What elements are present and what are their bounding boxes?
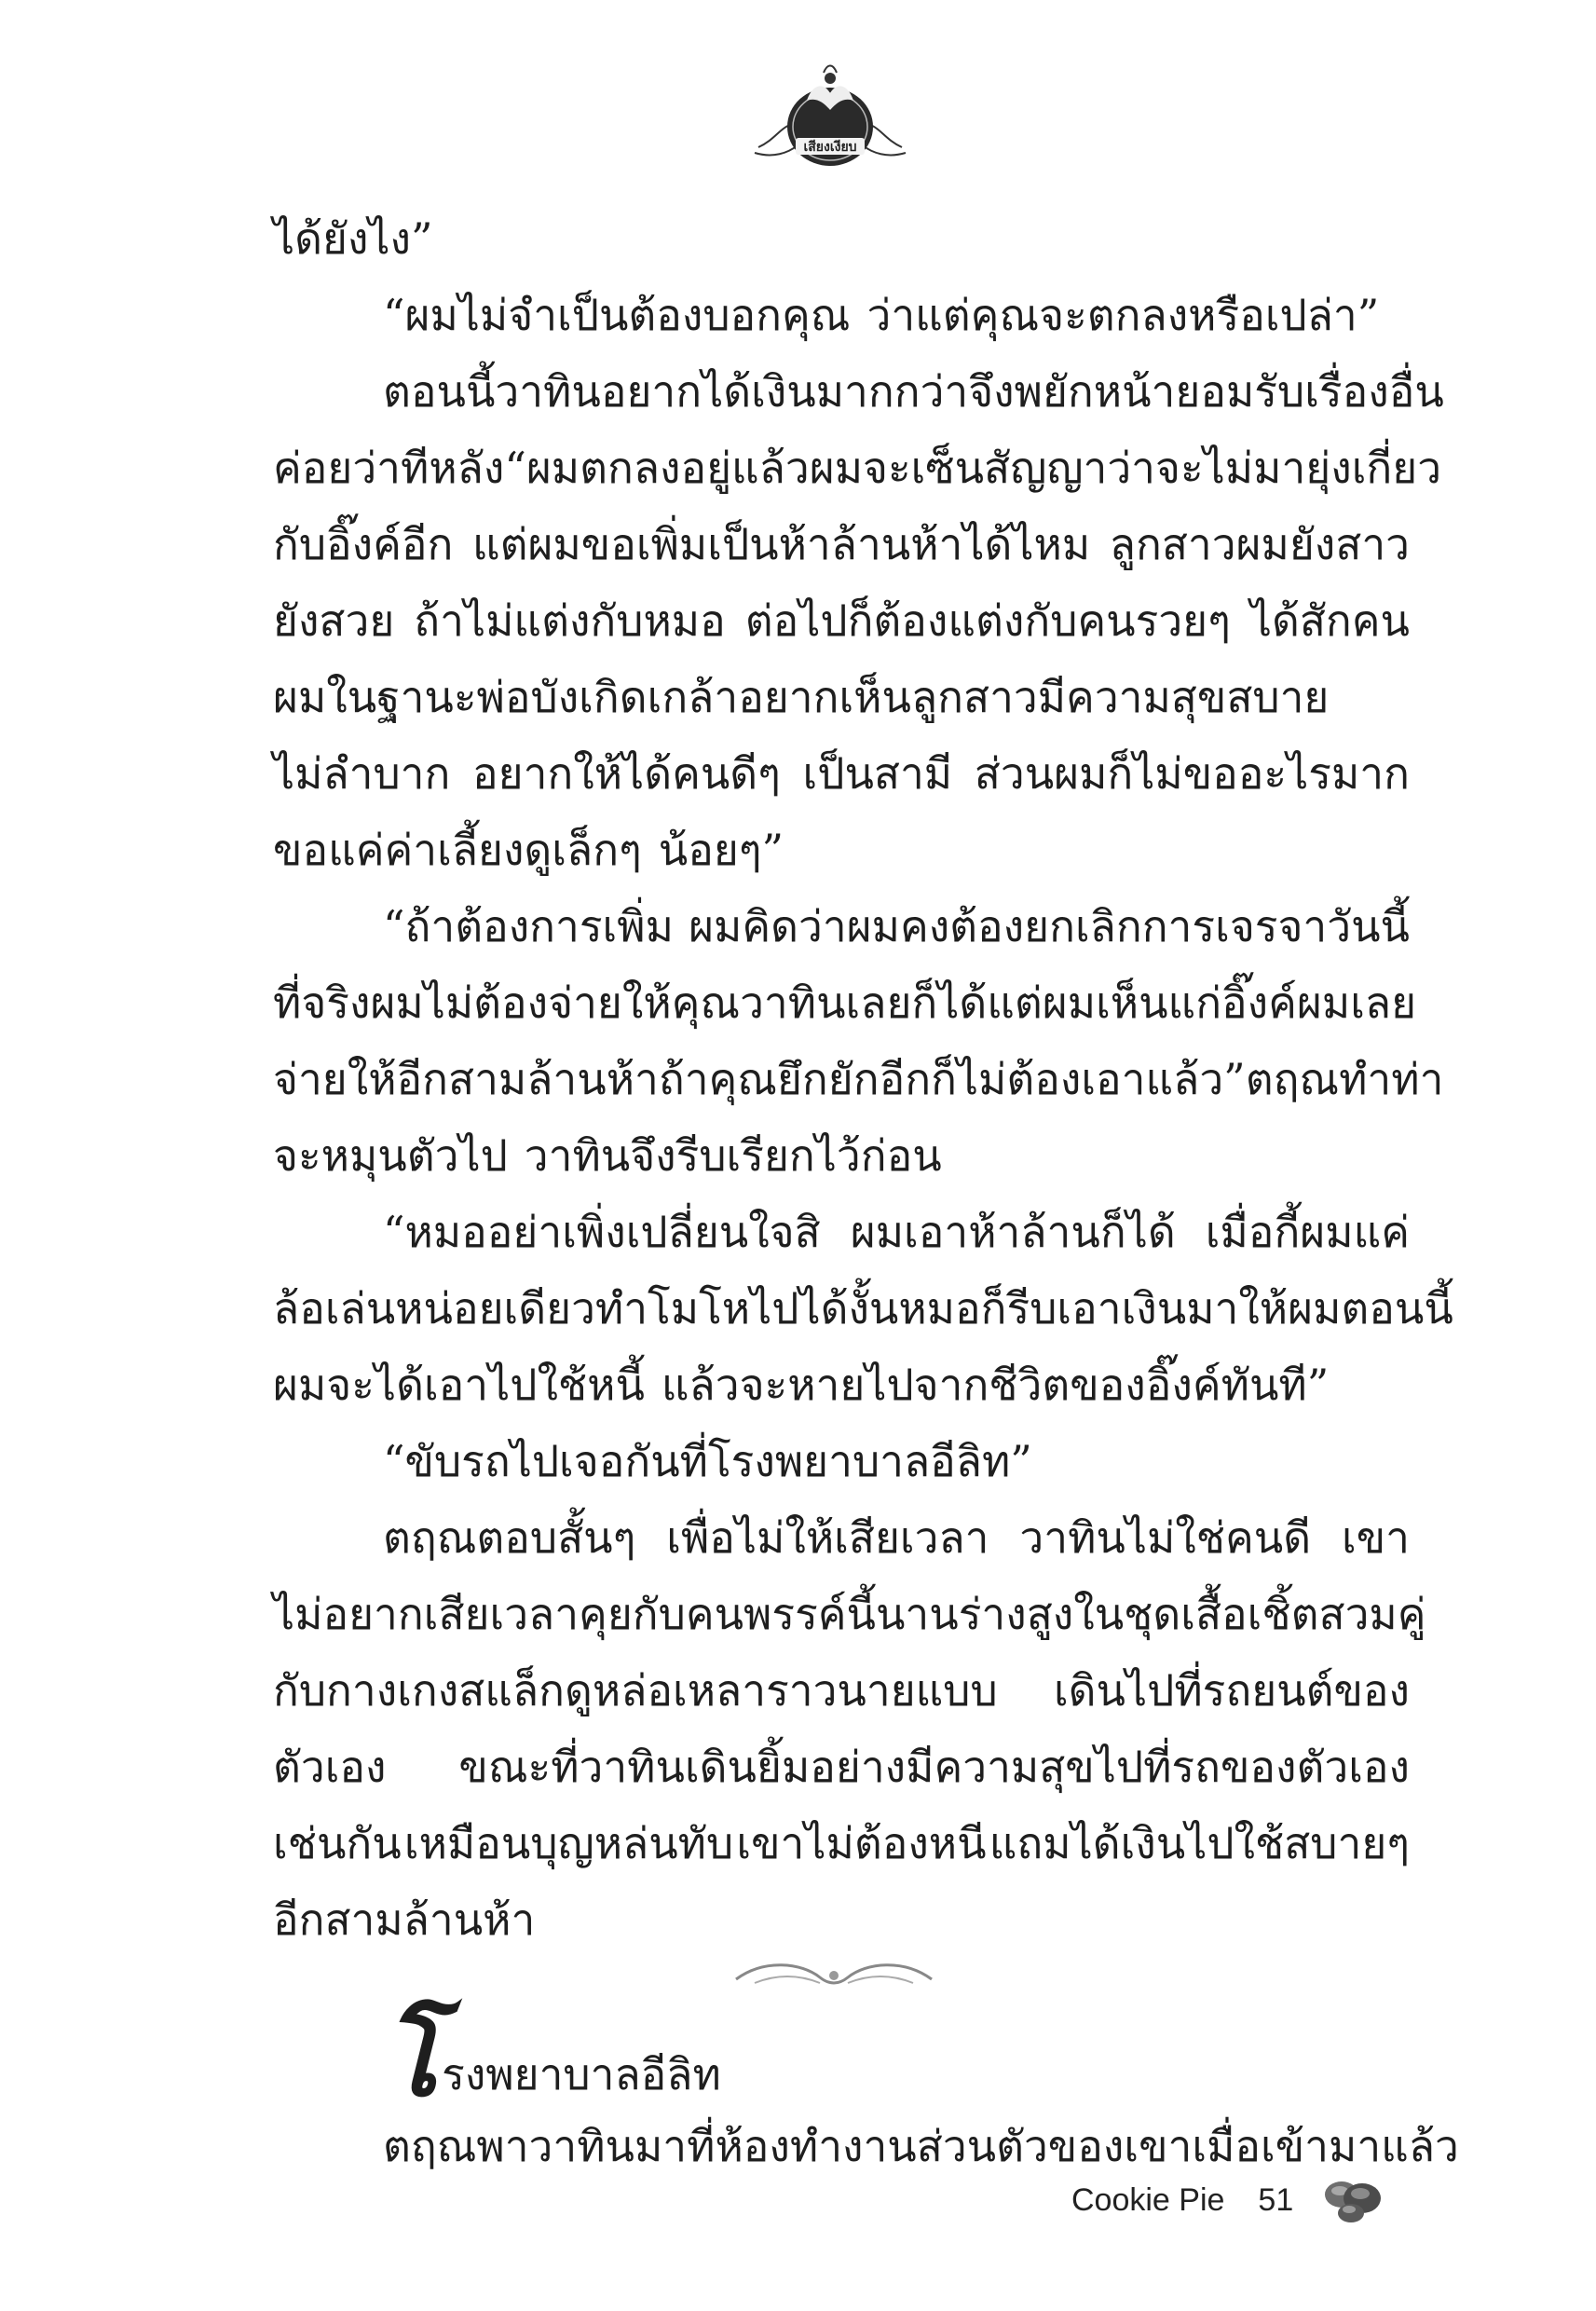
text-line (273, 506, 1410, 582)
body-text (273, 200, 1453, 1958)
text-segment: ตฤณพาวาทินมาที่ห้องทำงานส่วนตัวของเขา (383, 2121, 1193, 2171)
emblem-label: เสียงเงียบ (803, 140, 857, 155)
text-segment: แล้วจะหายไปจากชีวิตของอิ๊งค์ทันที” (661, 1360, 1330, 1410)
text-segment: กับอิ๊งค์อีก (273, 519, 454, 569)
text-segment: เพื่อไม่ให้เสียเวลา (666, 1512, 989, 1563)
text-segment: จ่ายให้อีกสามล้านห้า (273, 1054, 659, 1104)
text-line (273, 1423, 1410, 1499)
text-segment: ตฤณทำท่า (1245, 1054, 1444, 1104)
text-segment: เขาไม่ต้องหนี (736, 1818, 987, 1868)
text-segment: เมื่อกี้ผมแค่ (1205, 1207, 1410, 1257)
text-segment: ลูกสาวผมยังสาว (1109, 519, 1410, 569)
text-line (273, 1881, 1410, 1958)
text-line (273, 1117, 1410, 1194)
text-segment: ขอแค่ค่าเลี้ยงดูเล็กๆ (273, 825, 642, 875)
text-line (273, 812, 1410, 888)
text-segment: ถ้าไม่แต่งกับหมอ (414, 595, 726, 646)
text-line (273, 430, 1442, 506)
text-segment: ไม่อยากเสียเวลาคุยกับคนพรรค์นี้นาน (273, 1589, 959, 1639)
text-segment: เป็นสามี (802, 748, 953, 799)
text-segment: ได้สักคน (1249, 595, 1410, 646)
text-segment: ได้ยังไง” (273, 213, 433, 264)
text-segment: “ผมตกลงอยู่แล้ว (504, 443, 810, 493)
ornamental-emblem-icon (751, 56, 909, 177)
text-segment: ที่จริงผมไม่ต้องจ่ายให้คุณวาทินเลยก็ได้ (273, 978, 988, 1028)
text-segment: ร่างสูงในชุดเสื้อเชิ้ตสวมคู่ (958, 1589, 1426, 1639)
section-heading (382, 1998, 721, 2120)
text-segment: ถ้าคุณยึกยักอีก (658, 1054, 932, 1104)
text-segment: ผมในฐานะพ่อบังเกิดเกล้าอยากเห็นลูกสาวมีความสุขสบาย (273, 672, 1330, 722)
ornamental-divider-icon (727, 1955, 941, 2002)
text-segment: ผมจะเซ็นสัญญาว่าจะไม่มายุ่งเกี่ยว (809, 443, 1442, 493)
text-segment: ผมจะได้เอาไปใช้หนี้ (273, 1360, 645, 1410)
text-segment: “หมออย่าเพิ่งเปลี่ยนใจสิ (383, 1207, 821, 1257)
text-segment: เหมือนบุญหล่นทับ (403, 1818, 734, 1868)
text-segment: กับกางเกงสแล็กดูหล่อเหลาราวนายแบบ (273, 1665, 998, 1716)
text-segment: “ถ้าต้องการเพิ่ม (383, 901, 674, 951)
text-segment: อีกสามล้านห้า (273, 1894, 536, 1945)
text-line (273, 1729, 1410, 1805)
text-segment: ยังสวย (273, 595, 395, 646)
text-line (273, 582, 1410, 659)
text-segment: ก็ไม่ต้องเอาแล้ว” (931, 1054, 1246, 1104)
page-footer (1071, 2167, 1386, 2233)
text-segment: ตฤณตอบสั้นๆ (383, 1512, 636, 1563)
section-title: รงพยาบาลอีลิท (442, 2049, 721, 2099)
text-line (273, 200, 1410, 277)
text-segment: ต่อไปก็ต้องแต่งกับคนรวยๆ (744, 595, 1231, 646)
text-line (273, 964, 1417, 1041)
text-segment: ตอนนี้วาทินอยากได้เงินมากกว่าจึงพยักหน้ายอมรับ (383, 366, 1305, 417)
text-line (273, 353, 1444, 430)
text-line (273, 277, 1410, 353)
text-line (273, 1805, 1410, 1881)
text-segment: “ขับรถไปเจอกันที่โรงพยาบาลอีลิท” (383, 1436, 1032, 1486)
text-line (273, 888, 1410, 964)
text-segment: ไม่ลำบาก (273, 748, 451, 799)
text-segment: วาทินจึงรีบเรียกไว้ก่อน (524, 1130, 942, 1181)
text-segment: แต่ผมเห็นแก่อิ๊งค์ (987, 978, 1297, 1028)
text-segment: ว่าแต่คุณจะตกลงหรือเปล่า” (866, 290, 1380, 340)
text-line (273, 1347, 1410, 1423)
text-line (273, 1270, 1453, 1347)
text-line (273, 1041, 1444, 1117)
text-segment: เดินไปที่รถยนต์ของ (1053, 1665, 1410, 1716)
text-segment: งั้นหมอก็รีบเอาเงินมาให้ผมตอนนี้ (848, 1283, 1453, 1333)
text-segment: เขา (1342, 1512, 1410, 1563)
text-segment: แถมได้เงินไปใช้สบายๆ (989, 1818, 1410, 1868)
section-divider (727, 1955, 941, 2002)
text-line (273, 1499, 1410, 1576)
text-line (273, 1576, 1426, 1652)
text-segment: วาทินไม่ใช่คนดี (1019, 1512, 1312, 1563)
text-segment: น้อยๆ” (658, 825, 784, 875)
text-segment: เช่นกัน (273, 1818, 402, 1868)
text-segment: ผมคิดว่าผมคงต้องยกเลิกการเจรจาวันนี้ (689, 901, 1410, 951)
text-segment: อยากให้ได้คนดีๆ (472, 748, 781, 799)
text-segment: ผมเลย (1296, 978, 1417, 1028)
text-segment: ตัวเอง (273, 1742, 387, 1792)
header-emblem (751, 56, 909, 177)
text-line (273, 735, 1410, 812)
text-segment: ส่วนผมก็ไม่ขออะไรมาก (974, 748, 1410, 799)
text-segment: เมื่อเข้ามาแล้ว (1192, 2121, 1459, 2171)
publisher-name: Cookie Pie (1071, 2181, 1225, 2218)
text-line (273, 659, 1410, 735)
text-segment: เรื่องอื่น (1304, 366, 1444, 417)
text-line (273, 1652, 1410, 1729)
text-segment: แต่ผมขอเพิ่มเป็นห้าล้านห้าได้ไหม (472, 519, 1091, 569)
text-segment: ผมเอาห้าล้านก็ได้ (850, 1207, 1176, 1257)
text-segment: ค่อยว่าทีหลัง (273, 443, 505, 493)
text-segment: จะหมุนตัวไป (273, 1130, 508, 1181)
text-line (273, 1194, 1410, 1270)
text-segment: ล้อเล่นหน่อยเดียวทำโมโหไปได้ (273, 1283, 849, 1333)
text-segment: “ผมไม่จำเป็นต้องบอกคุณ (383, 290, 851, 340)
section-drop-letter: โ (382, 1998, 439, 2120)
page-number: 51 (1258, 2181, 1294, 2218)
shells-icon (1321, 2174, 1386, 2226)
text-segment: ขณะที่วาทินเดินยิ้มอย่างมีความสุขไปที่รถของตัวเอง (458, 1742, 1410, 1792)
